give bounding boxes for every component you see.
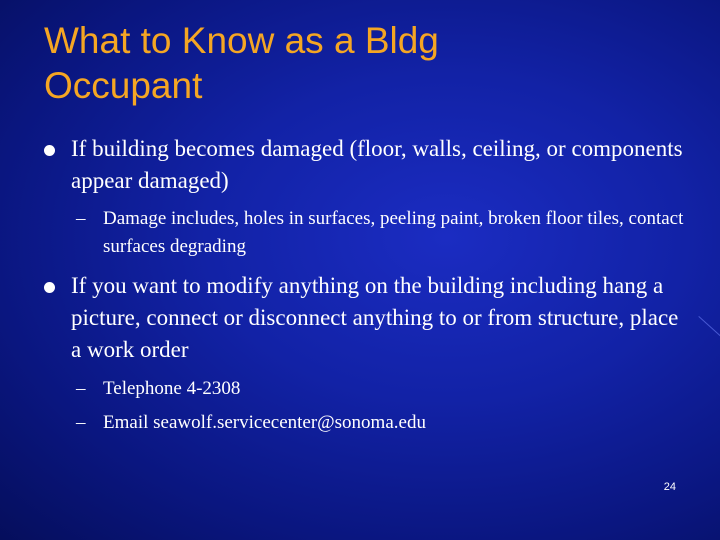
bullet-text: If you want to modify anything on the building including hang a picture, connect or disconnect anything to or from structure, place a work order (71, 273, 679, 362)
slide-title-line-1: What to Know as a Bldg (44, 20, 439, 61)
sub-bullet-text: Telephone 4-2308 (103, 378, 241, 399)
sub-bullet-text: Damage includes, holes in surfaces, peeling paint, broken floor tiles, contact surfaces degrading (103, 208, 684, 257)
dash-icon: – (76, 208, 86, 229)
slide-title-line-2: Occupant (44, 65, 203, 106)
page-number: 24 (663, 481, 676, 493)
bullet-item (44, 270, 684, 366)
sub-bullet-text: Email seawolf.servicecenter@sonoma.edu (103, 412, 426, 433)
dash-icon: – (76, 378, 86, 399)
bullet-dot-icon (44, 145, 55, 156)
slide-title (44, 18, 664, 108)
sub-bullet-item (76, 409, 696, 437)
sub-bullet-item (76, 205, 696, 261)
bullet-text: If building becomes damaged (floor, walls, ceiling, or components appear damaged) (71, 136, 683, 193)
decorative-line (698, 316, 720, 338)
bullet-dot-icon (44, 282, 55, 293)
bullet-item (44, 133, 684, 197)
sub-bullet-item (76, 375, 696, 403)
dash-icon: – (76, 412, 86, 433)
